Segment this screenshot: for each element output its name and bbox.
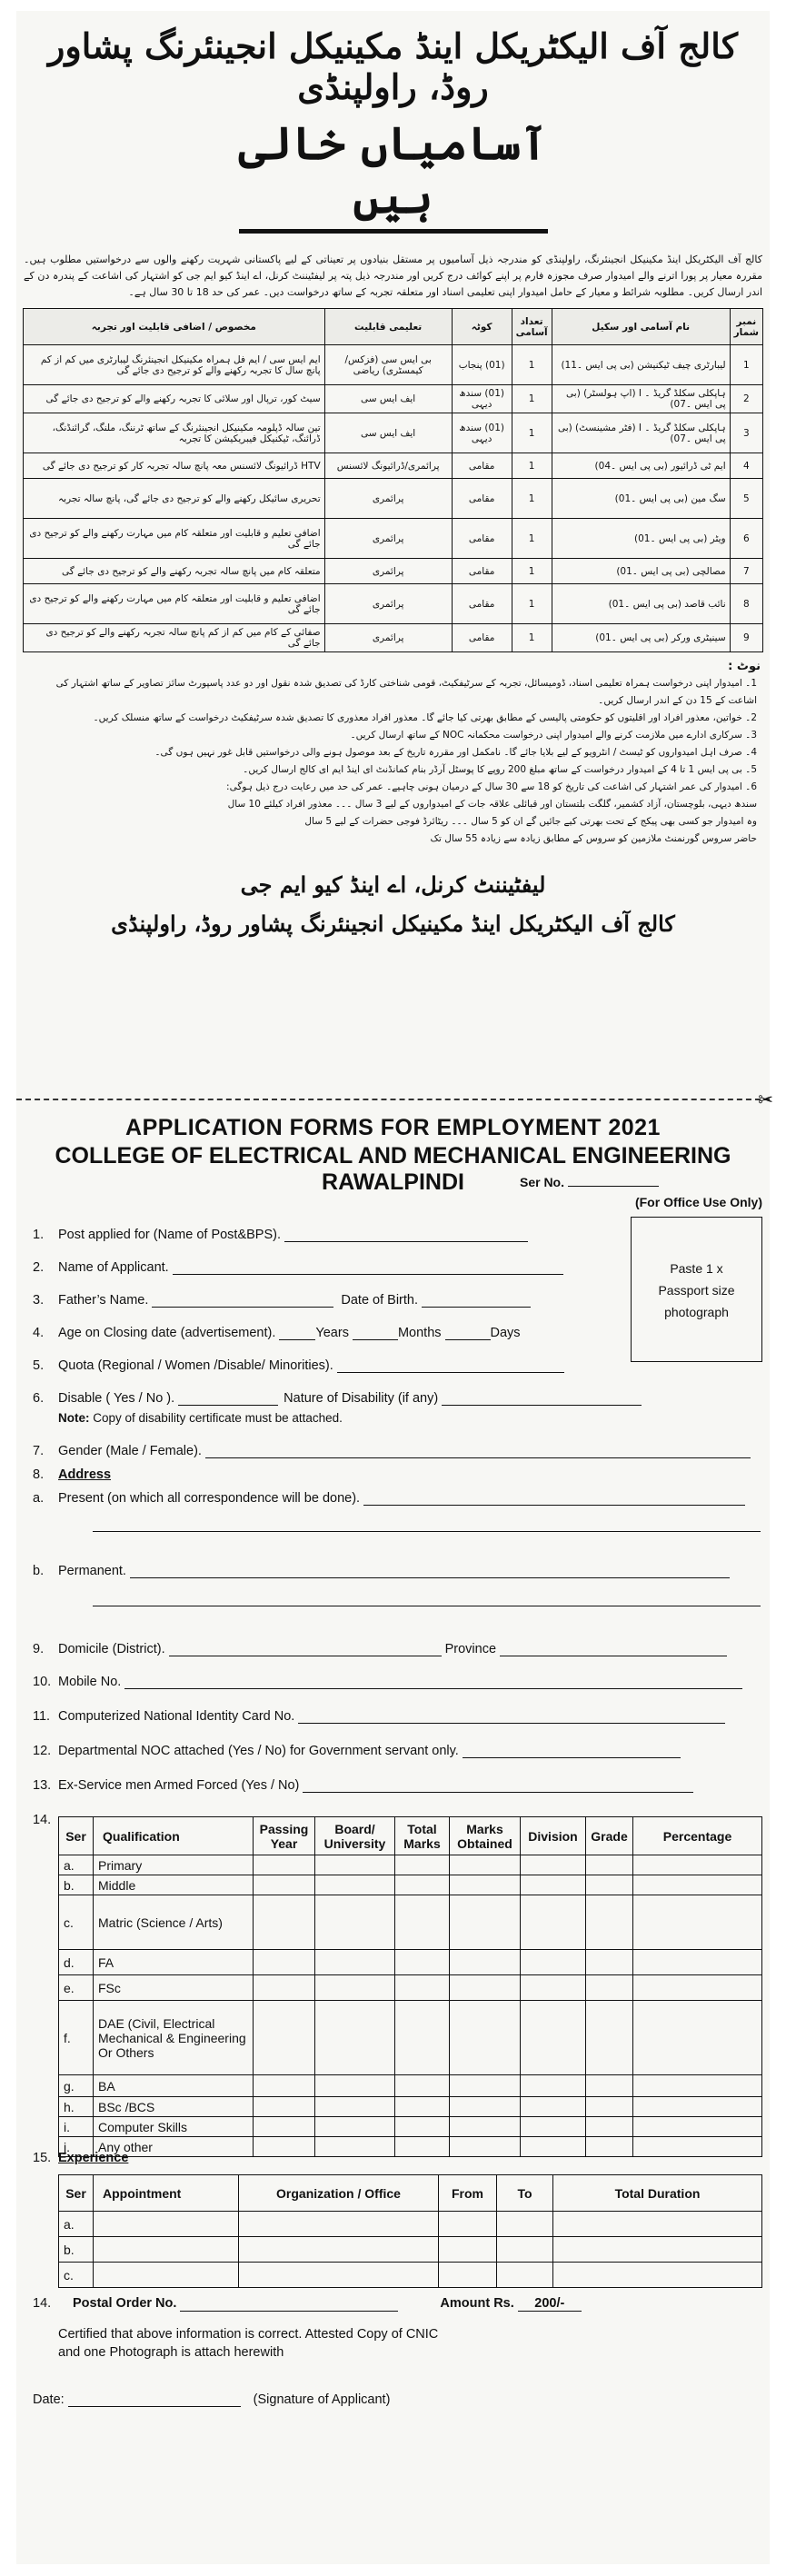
photo-text: photograph xyxy=(664,1305,729,1319)
table-row xyxy=(24,559,763,584)
table-row: f. DAE (Civil, Electrical Mechanical & Engineering Or Others xyxy=(59,2001,762,2075)
form-subtitle: COLLEGE OF ELECTRICAL AND MECHANICAL ENGINEERING RAWALPINDI xyxy=(55,1143,731,1195)
cell-sr: 5 xyxy=(730,479,762,519)
table-row xyxy=(24,345,763,385)
signature-block xyxy=(16,871,770,937)
table-row: e. FSc xyxy=(59,1975,762,2001)
cell-post: مصالچی (بی پی ایس ۔01) xyxy=(552,559,730,584)
field-name: 2. Name of Applicant. xyxy=(33,1260,563,1275)
cell-quota: مقامی xyxy=(452,453,512,479)
father-input[interactable] xyxy=(152,1295,333,1308)
jobs-header: مخصوص / اضافی قابلیت اور تجربہ xyxy=(24,309,325,345)
cell-count: 1 xyxy=(512,479,552,519)
postal-order-input[interactable] xyxy=(180,2299,398,2312)
signature-name: لیفٹیننٹ کرنل، اے اینڈ کیو ایم جی xyxy=(240,871,546,898)
field-domicile: 9. Domicile (District). Province xyxy=(33,1642,727,1656)
field-address: 8. Address xyxy=(33,1467,112,1482)
note-item: 1۔ امیدوار اپنی درخواست ہمراہ تعلیمی اسناد، ڈومیسائل، تجربہ کے سرٹیفکیٹ، قومی شناختی کارڈ کی تصدیق شدہ نقول اور دو عدد پاسپورٹ سائز تصاویر کے ساتھ اشتہار کی اشاعت کے 15 دن کے اندر ارسال کریں۔ xyxy=(55,678,757,706)
field-age: 4. Age on Closing date (advertisement). Years Months Days xyxy=(33,1326,521,1340)
qual-header: Marks Obtained xyxy=(450,1817,521,1855)
cell-edu: بی ایس سی (فزکس/کیمسٹری) ریاضی xyxy=(324,345,452,385)
table-row: c. xyxy=(59,2263,762,2288)
exp-header: Ser xyxy=(59,2175,94,2212)
disability-input[interactable] xyxy=(442,1393,642,1406)
ex-service-input[interactable] xyxy=(303,1780,693,1793)
cell-quota: مقامی xyxy=(452,624,512,652)
qual-header: Division xyxy=(521,1817,586,1855)
disable-input[interactable] xyxy=(178,1393,278,1406)
cell-edu: پرائمری xyxy=(324,519,452,559)
cell-count: 1 xyxy=(512,559,552,584)
exp-header: To xyxy=(497,2175,553,2212)
cell-exp: اضافی تعلیم و قابلیت اور متعلقہ کام میں مہارت رکھنے والے کو ترجیح دی جائے گی xyxy=(24,584,325,624)
jobs-header: کوٹہ xyxy=(452,309,512,345)
photo-box xyxy=(631,1217,762,1362)
table-row: b. Middle xyxy=(59,1875,762,1895)
days-input[interactable] xyxy=(445,1328,491,1340)
exp-header: Appointment xyxy=(94,2175,239,2212)
note-item: 2۔ خواتین، معذور افراد اور اقلیتوں کو حکومتی پالیسی کے مطابق بھرتی کیا جائے گا۔ معذور افراد معذوری کا تصدیق شدہ سرٹیفکیٹ درخواست کے ساتھ منسلک کریں۔ xyxy=(93,712,757,723)
cell-sr: 7 xyxy=(730,559,762,584)
field-permanent: b. Permanent. xyxy=(33,1564,730,1578)
amount-value: 200/- xyxy=(518,2296,582,2312)
exp-header: Organization / Office xyxy=(239,2175,439,2212)
table-row xyxy=(24,479,763,519)
note-item: 3۔ سرکاری ادارے میں ملازمت کرنے والے امیدوار اپنی درخواست محکمانہ NOC کے ساتھ ارسال کریں۔ xyxy=(350,730,757,741)
field-present: a. Present (on which all correspondence will be done). xyxy=(33,1491,745,1506)
cell-edu: ایف ایس سی xyxy=(324,413,452,453)
office-use-label: (For Office Use Only) xyxy=(634,1195,762,1209)
cell-count: 1 xyxy=(512,345,552,385)
date-input[interactable] xyxy=(68,2394,241,2407)
cell-edu: پرائمری xyxy=(324,584,452,624)
table-row: j. Any other xyxy=(59,2137,762,2157)
field-post: 1. Post applied for (Name of Post&BPS). xyxy=(33,1228,528,1242)
cell-count: 1 xyxy=(512,624,552,652)
table-row: g. BA xyxy=(59,2075,762,2097)
cnic-input[interactable] xyxy=(298,1711,725,1724)
qual-header: Qualification xyxy=(94,1817,254,1855)
field-gender: 7. Gender (Male / Female). xyxy=(33,1444,751,1458)
domicile-input[interactable] xyxy=(169,1644,442,1656)
college-title: کالج آف الیکٹریکل اینڈ مکینیکل انجینئرنگ پشاور روڈ، راولپنڈی xyxy=(48,25,738,107)
cell-count: 1 xyxy=(512,584,552,624)
cell-post: ایم ٹی ڈرائیور (بی پی ایس ۔04) xyxy=(552,453,730,479)
postal-order-row: 14. Postal Order No. Amount Rs. 200/- xyxy=(33,2296,582,2312)
photo-text: Passport size xyxy=(658,1283,735,1298)
cell-quota: مقامی xyxy=(452,479,512,519)
field-mobile: 10. Mobile No. xyxy=(33,1675,742,1689)
table-row: a. Primary xyxy=(59,1855,762,1875)
table-row xyxy=(24,624,763,652)
cell-count: 1 xyxy=(512,385,552,413)
table-row: d. FA xyxy=(59,1950,762,1975)
cell-exp: ایم ایس سی / ایم فل ہمراہ مکینیکل انجینئرنگ لیبارٹری میں کم از کم پانچ سال کا تجربہ رکھنے والے کو ترجیح دی جائے گی xyxy=(24,345,325,385)
present-address-input[interactable] xyxy=(363,1493,745,1506)
table-row: i. Computer Skills xyxy=(59,2117,762,2137)
qual-header: Grade xyxy=(586,1817,633,1855)
province-input[interactable] xyxy=(500,1644,727,1656)
mobile-input[interactable] xyxy=(124,1676,742,1689)
cell-post: سگ مین (بی پی ایس ۔01) xyxy=(552,479,730,519)
name-input[interactable] xyxy=(173,1262,563,1275)
cell-edu: پرائمری xyxy=(324,479,452,519)
certified-text: Certified that above information is correct. Attested Copy of CNIC and one Photograph is attach herewith xyxy=(58,2327,439,2360)
advertisement-page xyxy=(16,11,773,2564)
cell-exp: متعلقہ کام میں پانچ سالہ تجربہ رکھنے والے کو ترجیح دی جائے گی xyxy=(24,559,325,584)
cell-edu: پرائمری xyxy=(324,624,452,652)
cell-quota: (01) پنجاب xyxy=(452,345,512,385)
cell-sr: 8 xyxy=(730,584,762,624)
cell-edu: پرائمری xyxy=(324,559,452,584)
table-row xyxy=(24,385,763,413)
cell-post: سینیٹری ورکر (بی پی ایس ۔01) xyxy=(552,624,730,652)
field-cnic: 11. Computerized National Identity Card No. xyxy=(33,1709,725,1724)
cell-quota: (01) سندھ دیہی xyxy=(452,413,512,453)
cell-sr: 1 xyxy=(730,345,762,385)
exp-header-row xyxy=(59,2175,762,2212)
cell-edu: ایف ایس سی xyxy=(324,385,452,413)
jobs-header: تعلیمی قابلیت xyxy=(324,309,452,345)
dob-input[interactable] xyxy=(422,1295,531,1308)
disability-note: Note: Copy of disability certificate must be attached. xyxy=(58,1411,343,1425)
cell-exp: HTV ڈرائیونگ لائسنس معہ پانچ سالہ تجربہ کار کو ترجیح دی جائے گی xyxy=(24,453,325,479)
jobs-header: نام آسامی اور سکیل xyxy=(552,309,730,345)
cell-quota: مقامی xyxy=(452,559,512,584)
notes-list xyxy=(29,675,757,848)
cell-quota: (01) سندھ دیہی xyxy=(452,385,512,413)
signature-address: کالج آف الیکٹریکل اینڈ مکینیکل انجینئرنگ پشاور روڈ، راولپنڈی xyxy=(111,910,675,937)
field-quota: 5. Quota (Regional / Women /Disable/ Minorities). xyxy=(33,1358,564,1373)
table-row: a. xyxy=(59,2212,762,2237)
note-item: وہ امیدوار جو کسی بھی پیکج کے تحت بھرتی کیے جائیں گے ان کو 5 سال ۔۔۔ ریٹائرڈ فوجی حضرات کے لیے 5 سال xyxy=(304,816,757,827)
qual-header: Total Marks xyxy=(395,1817,450,1855)
present-address-line[interactable] xyxy=(93,1531,761,1532)
years-input[interactable] xyxy=(279,1328,315,1340)
field-noc: 12. Departmental NOC attached (Yes / No) for Government servant only. xyxy=(33,1744,681,1758)
jobs-header: نمبر شمار xyxy=(730,309,762,345)
table-row xyxy=(24,519,763,559)
cell-post: نائب قاصد (بی پی ایس ۔01) xyxy=(552,584,730,624)
cell-sr: 2 xyxy=(730,385,762,413)
cell-count: 1 xyxy=(512,453,552,479)
gender-input[interactable] xyxy=(205,1446,751,1458)
cell-sr: 6 xyxy=(730,519,762,559)
jobs-header: تعداد آسامی xyxy=(512,309,552,345)
permanent-address-input[interactable] xyxy=(130,1566,730,1578)
vacancies-title: آسامیاں خالی ہیں xyxy=(239,116,548,234)
cell-post: ہاپکلی سکلڈ گریڈ ۔ I (فٹر مشینسٹ) (بی پی ایس ۔07) xyxy=(552,413,730,453)
cell-count: 1 xyxy=(512,519,552,559)
qual-header: Passing Year xyxy=(254,1817,315,1855)
field-ex-service: 13. Ex-Service men Armed Forced (Yes / No) xyxy=(33,1778,693,1793)
table-row xyxy=(24,453,763,479)
experience-table xyxy=(58,2174,762,2288)
photo-text: Paste 1 x xyxy=(670,1261,723,1276)
cell-quota: مقامی xyxy=(452,519,512,559)
notes-heading: نوٹ : xyxy=(728,660,761,673)
ser-no-field[interactable] xyxy=(568,1186,659,1187)
cut-line xyxy=(16,1099,770,1100)
quota-input[interactable] xyxy=(337,1360,564,1373)
cell-sr: 4 xyxy=(730,453,762,479)
cell-post: ویٹر (بی پی ایس ۔01) xyxy=(552,519,730,559)
note-item: 6۔ امیدوار کی عمر اشتہار کی اشاعت کی تاریخ کو 18 سے 30 سال کے درمیان ہونی چاہیے۔ عمر کی حد میں رعایت درج ذیل ہوگی: xyxy=(226,781,757,792)
field-father: 3. Father’s Name. Date of Birth. xyxy=(33,1293,531,1308)
cell-exp: اضافی تعلیم و قابلیت اور متعلقہ کام میں مہارت رکھنے والے کو ترجیح دی جائے گی xyxy=(24,519,325,559)
cell-sr: 3 xyxy=(730,413,762,453)
note-item: سندھ دیہی، بلوچستان، آزاد کشمیر، گلگت بلتستان اور قبائلی علاقہ جات کے امیدواروں کے لیے 3 سال ۔۔۔ معذور افراد کیلئے 10 سال xyxy=(227,799,757,810)
intro-paragraph: کالج آف الیکٹریکل اینڈ مکینیکل انجینئرنگ، راولپنڈی کو مندرجہ ذیل آسامیوں پر مستقل بنیادوں پر تعیناتی کے لیے پاکستانی شہریت رکھنے والوں سے درخواستیں مطلوب ہیں۔ مقررہ معیار پر پورا اترنے والے امیدوار صرف مجوزہ فارم پر اپنے کوائف درج کریں اور مندرجہ ذیل پتہ پر لیفٹیننٹ کرنل، اے اینڈ کیو ایم جی کو اشتہار کی اشاعت کے پندرہ دن کے اندر ارسال کریں۔ مطلوبہ شرائط و معیار کے حامل امیدوار اپنی تعلیمی اسناد اور متعلقہ تجربہ کے ساتھ درخواست دیں۔ عمر کی حد 18 تا 30 سال ہے۔ xyxy=(24,254,762,298)
note-item: 5۔ بی پی ایس 1 تا 4 کے امیدوار درخواست کے ساتھ مبلغ 200 روپے کا پوسٹل آرڈر بنام کمانڈنٹ ای اینڈ ایم ای کالج ارسال کریں۔ xyxy=(243,764,757,775)
experience-heading: 15. Experience xyxy=(33,2151,129,2165)
jobs-table xyxy=(23,308,763,652)
cell-exp: تین سالہ ڈپلومہ مکینیکل انجینئرنگ کے ساتھ ٹرننگ، ملنگ، گرائنڈنگ، ڈرائنگ، ٹیکنیکل فیبریکیشن کا تجربہ xyxy=(24,413,325,453)
qual-header: Percentage xyxy=(633,1817,762,1855)
date-row: Date: (Signature of Applicant) xyxy=(33,2392,391,2407)
cell-quota: مقامی xyxy=(452,584,512,624)
table-row: h. BSc /BCS xyxy=(59,2097,762,2117)
ser-no-label: Ser No. xyxy=(519,1175,564,1189)
scissor-icon: ✂ xyxy=(758,1089,773,1110)
cell-edu: پرائمری/ڈرائیونگ لائسنس xyxy=(324,453,452,479)
qual-header: Board/ University xyxy=(315,1817,395,1855)
table-row: b. xyxy=(59,2237,762,2263)
qual-header-row xyxy=(59,1817,762,1855)
post-input[interactable] xyxy=(284,1229,528,1242)
table-row: c. Matric (Science / Arts) xyxy=(59,1895,762,1950)
cell-exp: سیٹ کور، ترپال اور سلائی کا تجربہ رکھنے والے کو ترجیح دی جائے گی xyxy=(24,385,325,413)
form-title: APPLICATION FORMS FOR EMPLOYMENT 2021 xyxy=(125,1115,661,1140)
table-row xyxy=(24,413,763,453)
note-item: 4۔ صرف اہل امیدواروں کو ٹیسٹ / انٹرویو کے لیے بلایا جائے گا۔ نامکمل اور مقررہ تاریخ کے بعد موصول ہونے والی درخواستیں قابل غور نہیں ہوں گی۔ xyxy=(154,747,757,758)
cell-sr: 9 xyxy=(730,624,762,652)
signature-of-applicant: (Signature of Applicant) xyxy=(253,2392,391,2407)
qual-number: 14. xyxy=(33,1813,52,1827)
cell-post: لیبارٹری چیف ٹیکنیشن (بی پی ایس ۔11) xyxy=(552,345,730,385)
qual-header: Ser xyxy=(59,1817,94,1855)
exp-header: From xyxy=(439,2175,497,2212)
jobs-header-row xyxy=(24,309,763,345)
cell-count: 1 xyxy=(512,413,552,453)
field-disable: 6. Disable ( Yes / No ). Nature of Disability (if any) xyxy=(33,1391,642,1406)
cell-exp: تحریری سائیکل رکھنے والے کو ترجیح دی جائے گی، پانچ سالہ تجربہ xyxy=(24,479,325,519)
qualification-table xyxy=(58,1816,762,2157)
months-input[interactable] xyxy=(353,1328,398,1340)
application-form xyxy=(16,1115,770,2407)
table-row xyxy=(24,584,763,624)
exp-header: Total Duration xyxy=(553,2175,762,2212)
cell-post: ہاپکلی سکلڈ گریڈ ۔ I (اپ ہولسٹر) (بی پی ایس ۔07) xyxy=(552,385,730,413)
cell-exp: صفائی کے کام میں کم از کم پانچ سالہ تجربہ رکھنے والے کو ترجیح دی جائے گی xyxy=(24,624,325,652)
ser-no xyxy=(520,1175,659,1189)
noc-input[interactable] xyxy=(463,1746,681,1758)
note-item: حاضر سروس گورنمنٹ ملازمین کو سروس کے مطابق زیادہ سے زیادہ 55 سال تک xyxy=(430,833,757,844)
